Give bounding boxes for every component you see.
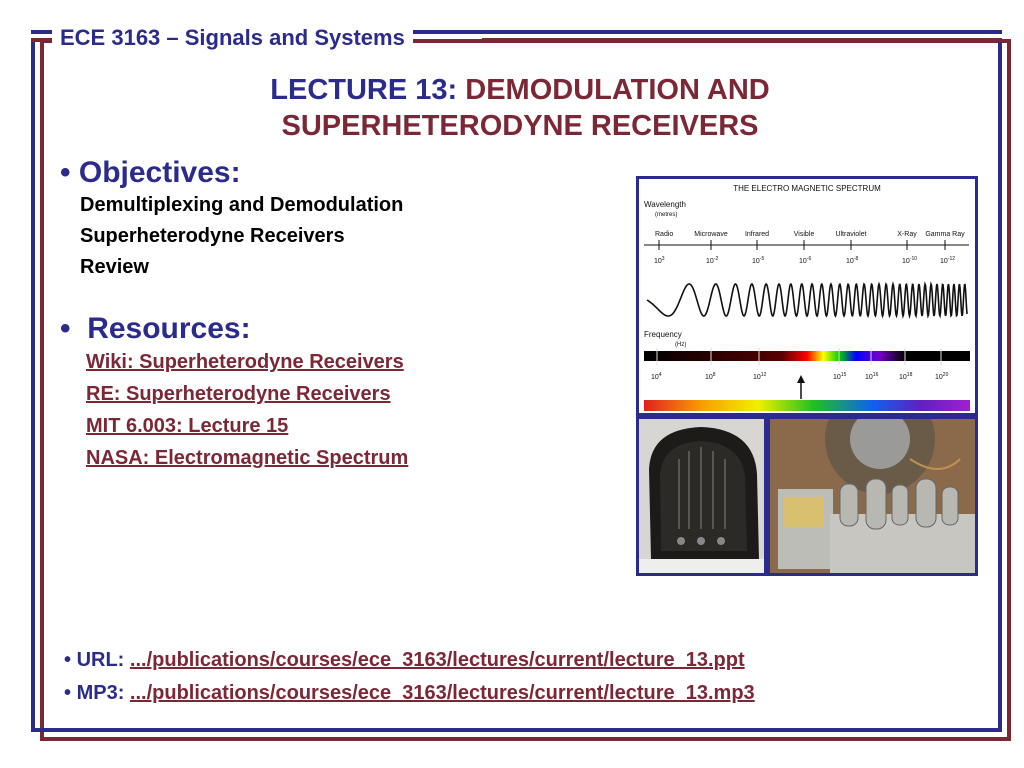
resources-section [60, 312, 620, 474]
frequency-bar [644, 351, 970, 361]
wavelength-tick-label: $10^{-2}$ [706, 256, 719, 265]
spectrum-title: THE ELECTRO MAGNETIC SPECTRUM [733, 184, 881, 193]
mp3-label: MP3: [76, 682, 130, 704]
rainbow-bar [644, 400, 970, 411]
mp3-link[interactable]: .../publications/courses/ece_3163/lectures/current/lecture_13.mp3 [129, 682, 755, 704]
band-label: X-Ray [897, 231, 917, 238]
arrow-head-icon [797, 375, 805, 383]
wavelength-tick-label: $10^{-10}$ [902, 256, 918, 265]
footer-url-line [64, 649, 745, 672]
frequency-tick-label: $10^{20}$ [935, 372, 949, 381]
frequency-tick-label: $10^{12}$ [753, 372, 767, 381]
band-label: Microwave [694, 231, 728, 238]
wave-graphic [647, 284, 967, 316]
wavelength-tick-label: $10^{-8}$ [846, 256, 859, 265]
url-label: URL: [76, 649, 130, 671]
bullet: • [64, 649, 72, 671]
band-label: Visible [793, 231, 815, 238]
objective-item: Review [80, 256, 149, 278]
resource-link-mit[interactable]: MIT 6.003: Lecture 15 [86, 415, 289, 437]
objective-item: Superheterodyne Receivers [80, 225, 345, 247]
objectives-section [60, 156, 600, 283]
bullet: • [60, 156, 71, 189]
wavelength-label: Wavelength [644, 200, 686, 209]
objective-item: Demultiplexing and Demodulation [80, 194, 404, 216]
lecture-title-line2: SUPERHETERODYNE RECEIVERS [281, 110, 759, 142]
radio-chassis-photo [767, 416, 978, 576]
band-label: Gamma Ray [925, 231, 965, 238]
frequency-tick-label: $10^{18}$ [899, 372, 913, 381]
wavelength-tick-label: $10^3$ [654, 256, 665, 265]
wavelength-unit: (metres) [655, 212, 678, 218]
frequency-tick-label: $10^{16}$ [865, 372, 879, 381]
lecture-title [140, 72, 900, 144]
wavelength-tick-label: $10^{-5}$ [752, 256, 765, 265]
header-stripe-left [31, 30, 52, 42]
url-link[interactable]: .../publications/courses/ece_3163/lectures/current/lecture_13.ppt [129, 649, 745, 671]
header-stripe-right [482, 30, 1002, 42]
frequency-label: Frequency [644, 330, 682, 339]
wavelength-tick-label: $10^{-6}$ [799, 256, 812, 265]
footer-mp3-line [64, 682, 755, 705]
band-label: Ultraviolet [835, 231, 867, 238]
antique-radio-photo [636, 416, 767, 576]
frequency-unit: (Hz) [675, 342, 687, 348]
frequency-tick-label: $10^{15}$ [833, 372, 847, 381]
course-header [52, 21, 413, 55]
band-label: Radio [655, 231, 674, 238]
wavelength-tick-label: $10^{-12}$ [940, 256, 956, 265]
resource-link-nasa[interactable]: NASA: Electromagnetic Spectrum [86, 447, 409, 469]
resource-link-re[interactable]: RE: Superheterodyne Receivers [86, 383, 391, 405]
em-spectrum-figure [636, 176, 978, 416]
lecture-title-line1: DEMODULATION AND [465, 74, 770, 106]
bullet: • [60, 312, 71, 345]
resource-link-wiki[interactable]: Wiki: Superheterodyne Receivers [86, 351, 404, 373]
frequency-tick-label: $10^4$ [651, 372, 662, 381]
lecture-number: LECTURE 13: [270, 74, 466, 106]
bullet: • [64, 682, 72, 704]
objectives-heading: Objectives: [78, 156, 241, 189]
frequency-tick-label: $10^8$ [705, 372, 716, 381]
resources-heading: Resources: [87, 312, 251, 345]
band-label: Infrared [744, 231, 770, 238]
course-title: ECE 3163 – Signals and Systems [60, 25, 405, 50]
